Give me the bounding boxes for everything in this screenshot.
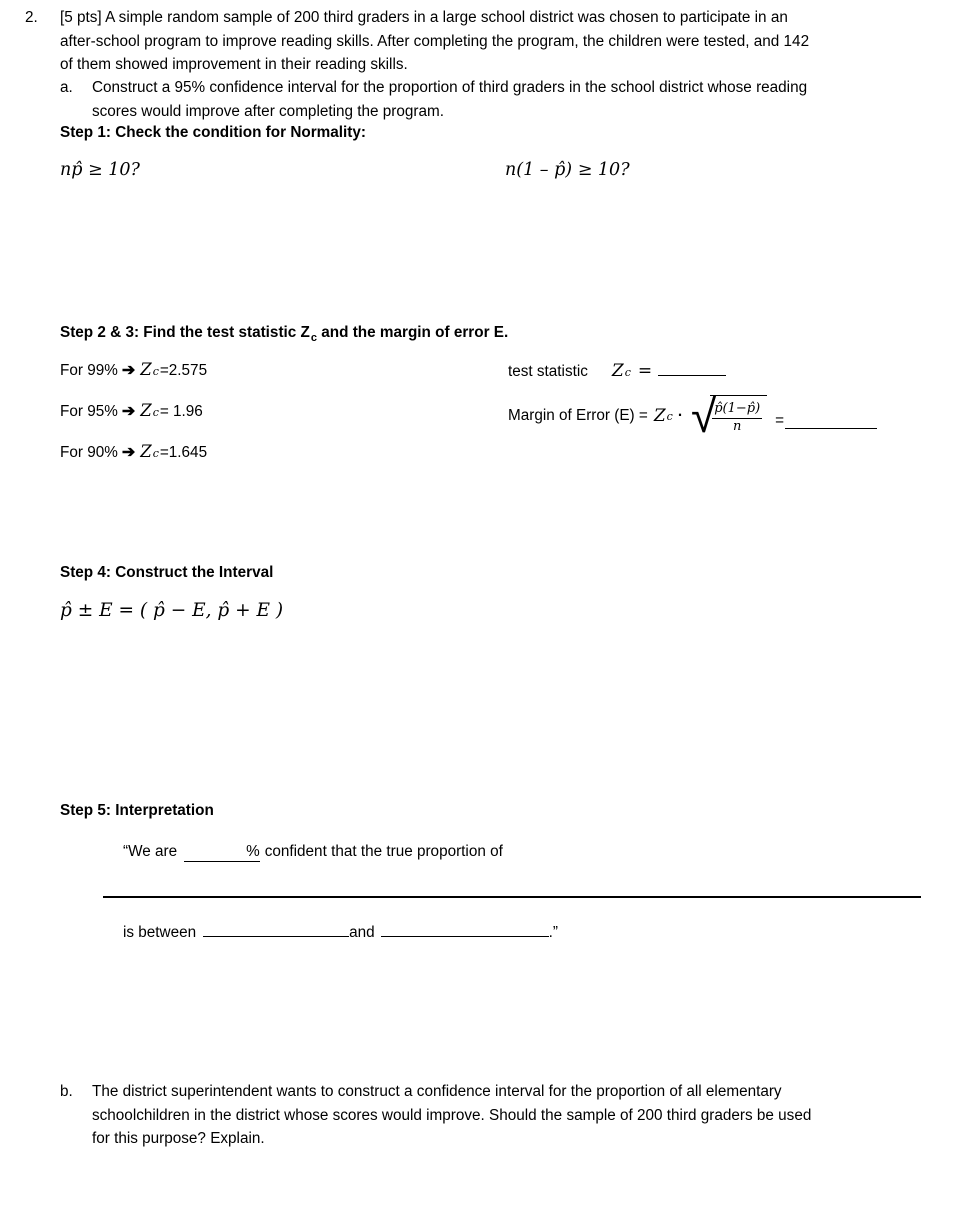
z-subscript: c (152, 365, 159, 378)
zc-reference-row-99 (60, 360, 207, 380)
problem-number: 2. (25, 9, 38, 26)
interpretation-line2-pre: is between (123, 924, 197, 941)
z-subscript: c (152, 447, 159, 460)
zc-row-value: = 1.96 (159, 403, 203, 420)
right-arrow-icon: ➔ (121, 403, 136, 420)
radical-sign: √ (690, 389, 717, 443)
step23-heading-subscript: c (310, 332, 318, 345)
part-a-label: a. (60, 79, 73, 96)
moe-blank (785, 413, 877, 429)
part-b-line: The district superintendent wants to construct a confidence interval for the proportion of all elementary (92, 1083, 782, 1100)
problem-intro-line: of them showed improvement in their reading skills. (60, 56, 408, 74)
zc-reference-row-90 (60, 442, 207, 462)
step23-heading (60, 324, 508, 344)
part-a-line: Construct a 95% confidence interval for the proportion of third graders in the school district whose reading (92, 79, 808, 96)
interpretation-line2-end: .” (548, 924, 559, 941)
part-b-line: schoolchildren in the district whose scores would improve. Should the sample of 200 third graders be used (92, 1106, 812, 1124)
zc-row-prefix: For 99% (60, 362, 118, 379)
z-symbol: Z (140, 401, 152, 420)
percent-sign: % (246, 843, 260, 860)
proportion-description-blank (103, 896, 921, 898)
interpretation-line2 (123, 921, 558, 942)
confidence-blank-space (184, 841, 246, 856)
fraction-denominator: n (732, 418, 742, 434)
interpretation-line1-post: confident that the true proportion of (264, 843, 503, 860)
step4-formula: p̂ ± E = ( p̂ − E, p̂ + E ) (60, 600, 284, 621)
problem-intro (60, 6, 809, 77)
square-root-expression (690, 389, 767, 443)
interpretation-line1-pre: “We are (123, 843, 178, 860)
test-statistic-equals: = (637, 361, 653, 381)
upper-bound-blank (381, 921, 549, 937)
fraction-numerator: p̂(1−p̂) (712, 402, 762, 419)
part-a-line: scores would improve after completing the program. (92, 102, 444, 120)
z-symbol: Z (140, 442, 152, 461)
step5-heading: Step 5: Interpretation (60, 802, 214, 819)
interpretation-line2-and: and (349, 924, 375, 941)
test-statistic-z-symbol: Z (611, 361, 624, 381)
right-arrow-icon: ➔ (121, 444, 136, 461)
test-statistic-z-subscript: c (624, 366, 631, 379)
step4-heading: Step 4: Construct the Interval (60, 564, 274, 581)
normality-condition-np: np̂ ≥ 10? (60, 160, 140, 180)
zc-row-prefix: For 90% (60, 444, 118, 461)
step1-heading: Step 1: Check the condition for Normality: (60, 124, 366, 141)
moe-z-subscript: c (666, 409, 673, 423)
test-statistic-line (508, 360, 726, 381)
zc-row-prefix: For 95% (60, 403, 118, 420)
right-arrow-icon: ➔ (121, 362, 136, 379)
confidence-level-blank (184, 841, 260, 862)
problem-statement (25, 6, 809, 77)
z-subscript: c (152, 406, 159, 419)
step23-heading-pre: Step 2 & 3: Find the test statistic Z (60, 324, 310, 341)
step23-heading-post: and the margin of error E. (317, 324, 509, 341)
z-symbol: Z (140, 360, 152, 379)
moe-label: Margin of Error (E) = (508, 407, 648, 424)
fraction (712, 402, 762, 435)
part-a-text (92, 76, 807, 123)
test-statistic-blank (658, 360, 726, 376)
part-b (60, 1080, 811, 1151)
problem-intro-line: after-school program to improve reading skills. After completing the program, the children were tested, and 142 (60, 32, 810, 50)
zc-row-value: =1.645 (159, 444, 208, 461)
multiplication-dot: · (677, 407, 683, 424)
part-a (60, 76, 807, 123)
test-statistic-label: test statistic (508, 363, 588, 380)
part-b-label: b. (60, 1083, 73, 1100)
lower-bound-blank (203, 921, 349, 937)
interpretation-line1 (123, 841, 503, 862)
part-b-line: for this purpose? Explain. (92, 1130, 265, 1148)
radicand (710, 395, 767, 435)
margin-of-error-line (508, 389, 877, 443)
moe-equals: = (775, 412, 785, 429)
zc-row-value: =2.575 (159, 362, 208, 379)
problem-intro-line: [5 pts] A simple random sample of 200 third graders in a large school district was chosen to participate in an (60, 9, 788, 26)
zc-reference-row-95 (60, 401, 203, 421)
part-b-text (92, 1080, 811, 1151)
normality-condition-n1p: n(1 – p̂) ≥ 10? (505, 160, 630, 180)
moe-z-symbol: Z (653, 406, 666, 426)
